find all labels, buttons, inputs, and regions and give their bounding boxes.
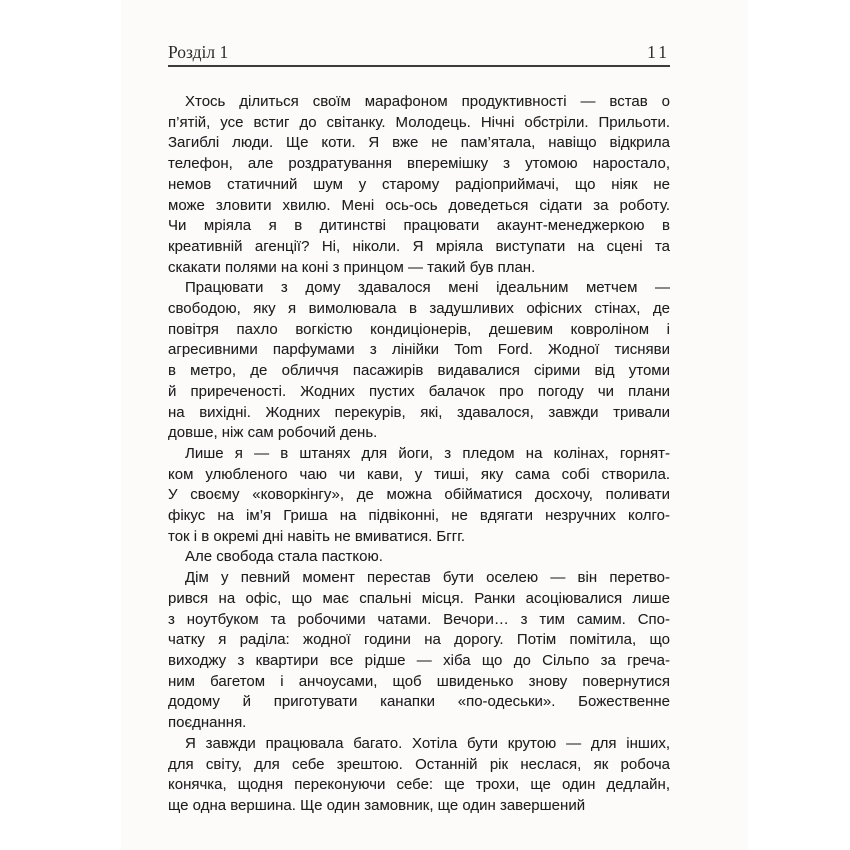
text-line: ток і в окремі дні навіть не вмиватися. Бггг. [168,527,466,545]
text-line: телефон, але роздратування вперемішку з утомою наростало, [168,155,670,173]
text-line: ком улюбленого чаю чи кави, у тиші, яку сама собі створила. [168,465,670,483]
text-line: немов статичний шум у старому радіоприймачі, що ніяк не [168,175,670,193]
paragraph [168,444,670,548]
paragraph [168,278,670,444]
running-header [168,42,670,67]
text-line: Лише я — в штанях для йоги, з пледом на колінах, горнят- [185,444,670,462]
text-line: агресивними парфумами з лінійки Tom Ford. Жодної тисняви [168,341,670,359]
text-line: Загиблі люди. Ще коти. Я вже не пам’ятала, навіщо відкрила [168,134,670,152]
chapter-title: Розділ 1 [168,42,229,62]
text-line: конячка, щодня переконуючи себе: ще трохи, ще один дедлайн, [168,776,670,794]
text-line: У своєму «коворкінгу», де можна обійматися досхочу, поливати [168,486,670,504]
text-line: Я завжди працювала багато. Хотіла бути крутою — для інших, [185,734,670,752]
text-line: Хтось ділиться своїм марафоном продуктивності — встав о [185,93,670,110]
text-line: поєднання. [168,714,247,732]
paragraph [168,568,670,734]
text-line: на вихідні. Жодних перекурів, які, здавалося, завжди тривали [168,403,670,421]
paragraph [168,734,670,817]
paragraph [168,547,670,568]
body-text [168,92,670,817]
text-line: чатку я раділа: жодної години на дорогу. Потім помітила, що [168,631,670,649]
text-line: Чи мріяла я в дитинстві працювати акаунт-менеджеркою в [168,217,670,235]
text-line: рився на офіс, що має спальні місця. Ранки асоціювалися лише [168,589,670,607]
text-line: фікус на ім’я Гриша на підвіконні, не вдягати незручних колго- [168,507,670,525]
text-line: креативній агенції? Ні, ніколи. Я мріяла виступати на сцені та [168,237,670,255]
text-line: в метро, де обличчя пасажирів видавалися сірими від утоми [168,362,670,380]
text-line: додому й приготувати канапки «по-одеськи». Божественне [168,693,670,711]
text-line: повітря пахло вогкістю кондиціонерів, дешевим ковроліном і [168,320,670,338]
text-line: довше, ніж сам робочий день. [168,424,378,442]
paragraph [168,92,670,278]
text-line: Працювати з дому здавалося мені ідеальним метчем — [185,279,670,297]
text-line: Дім у певний момент перестав бути оселею — він перетво- [185,569,670,587]
text-line: виходжу з квартири все рідше — хіба що до Сільпо за греча- [168,651,670,669]
text-line: ним багетом і анчоусами, щоб швиденько знову повернутися [168,672,670,690]
text-line: може зловити хвилю. Мені ось-ось доведеться сідати за роботу. [168,196,670,214]
text-line: свободою, яку я вимолювала в задушливих офісних стінах, де [168,300,670,318]
text-line: Але свобода стала пасткою. [185,548,383,566]
text-line: з ноутбуком та робочими чатами. Вечори… з тим самим. Спо- [168,610,670,628]
text-line: п’ятій, усе встиг до світанку. Молодець. Нічні обстріли. Прильоти. [168,113,670,131]
text-line: для світу, для себе зрештою. Останній рік неслася, як робоча [168,755,670,773]
page-number: 11 [647,42,670,62]
text-line: й приреченості. Жодних пустих балачок про погоду чи плани [168,382,670,400]
page-column [168,42,670,817]
text-line: скакати полями на коні з принцом — такий був план. [168,258,536,276]
text-line: ще одна вершина. Ще один замовник, ще один завершений [168,796,586,814]
